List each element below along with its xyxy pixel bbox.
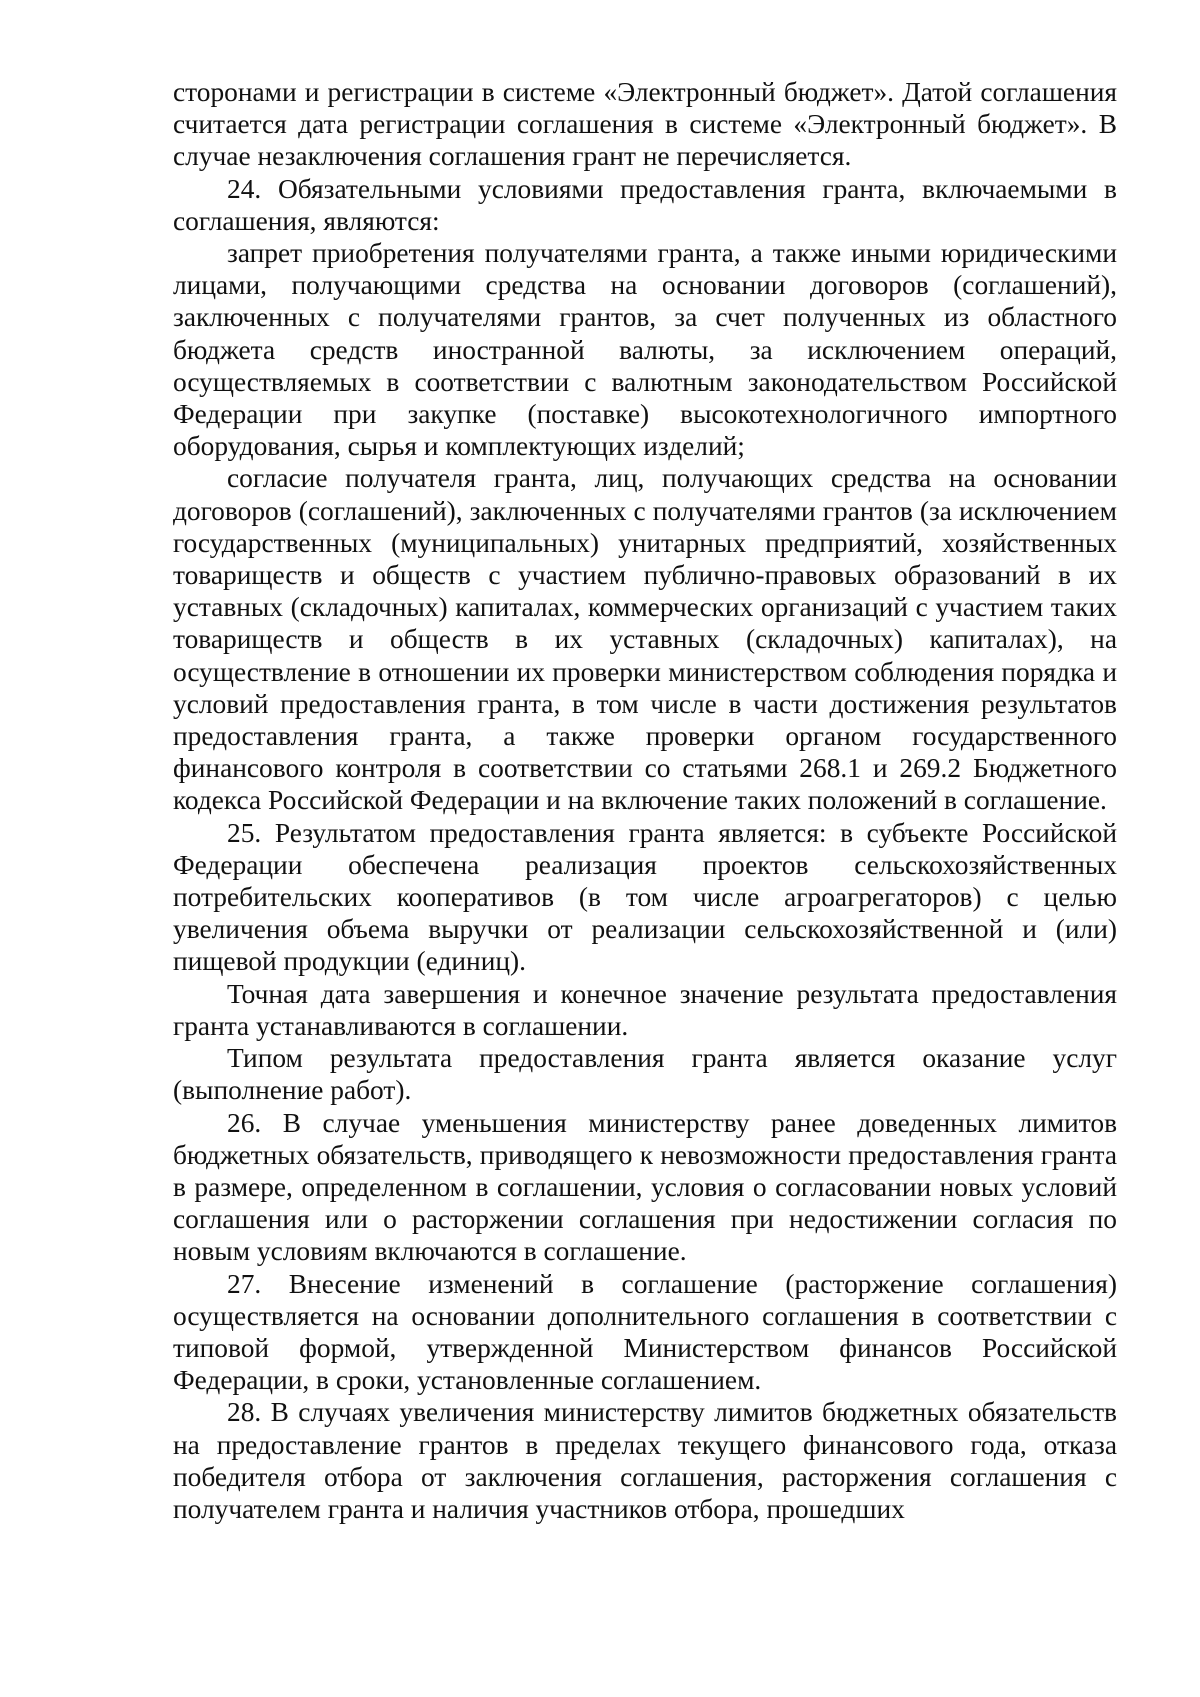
paragraph-clause-28: 28. В случаях увеличения министерству лимитов бюджетных обязательств на предоставление грантов в пределах текущего финансового года, отказа победителя отбора от заключения соглашения, расторжения соглашения с получателем гранта и наличия участников отбора, прошедших xyxy=(173,1397,1117,1524)
paragraph-clause-27: 27. Внесение изменений в соглашение (расторжение соглашения) осуществляется на основании дополнительного соглашения в соответствии с типовой формой, утвержденной Министерством финансов Российской Федерации, в сроки, установленные соглашением. xyxy=(173,1268,1117,1396)
paragraph-result-type: Типом результата предоставления гранта является оказание услуг (выполнение работ). xyxy=(173,1043,1117,1106)
paragraph-continuation: сторонами и регистрации в системе «Электронный бюджет». Датой соглашения считается дата регистрации соглашения в системе «Электронный бюджет». В случае незаключения соглашения грант не перечисляется. xyxy=(173,77,1117,172)
paragraph-result-date: Точная дата завершения и конечное значение результата предоставления гранта устанавливаются в соглашении. xyxy=(173,978,1117,1041)
paragraph-currency-ban: запрет приобретения получателями гранта, а также иными юридическими лицами, получающими средства на основании договоров (соглашений), заключенных с получателями грантов, за счет полученных из областного бюджета средств иностранной валюты, за исключением операций, осуществляемых в соответствии с валютным законодательством Российской Федерации при закупке (поставке) высокотехнологичного импортного оборудования, сырья и комплектующих изделий; xyxy=(173,238,1117,462)
document-page xyxy=(173,76,1117,1525)
paragraph-clause-24: 24. Обязательными условиями предоставления гранта, включаемыми в соглашения, являются: xyxy=(173,173,1117,236)
paragraph-clause-26: 26. В случае уменьшения министерству ранее доведенных лимитов бюджетных обязательств, приводящего к невозможности предоставления гранта в размере, определенном в соглашении, условия о согласовании новых условий соглашения или о расторжении соглашения при недостижении согласия по новым условиям включаются в соглашение. xyxy=(173,1107,1117,1267)
paragraph-clause-25: 25. Результатом предоставления гранта является: в субъекте Российской Федерации обеспечена реализация проектов сельскохозяйственных потребительских кооперативов (в том числе агроагрегаторов) с целью увеличения объема выручки от реализации сельскохозяйственной и (или) пищевой продукции (единиц). xyxy=(173,817,1117,977)
paragraph-inspection-consent: согласие получателя гранта, лиц, получающих средства на основании договоров (соглашений), заключенных с получателями грантов (за исключением государственных (муниципальных) унитарных предприятий, хозяйственных товариществ и обществ с участием публично-правовых образований в их уставных (складочных) капиталах, коммерческих организаций с участием таких товариществ и обществ в их уставных (складочных) капиталах), на осуществление в отношении их проверки министерством соблюдения порядка и условий предоставления гранта, в том числе в части достижения результатов предоставления гранта, а также проверки органом государственного финансового контроля в соответствии со статьями 268.1 и 269.2 Бюджетного кодекса Российской Федерации и на включение таких положений в соглашение. xyxy=(173,463,1117,816)
